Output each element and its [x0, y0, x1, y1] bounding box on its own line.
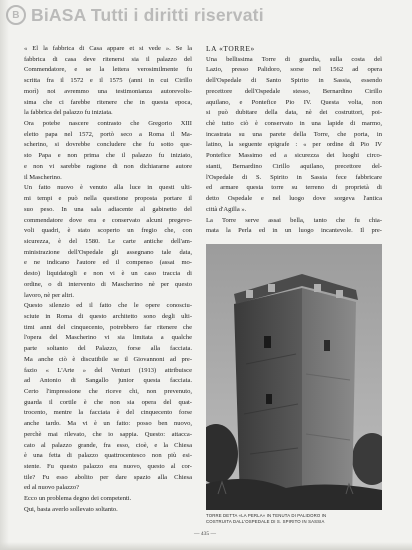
page-number: — 435 —: [194, 531, 216, 537]
tower-photo: [206, 244, 382, 510]
left-text-line: sima che ci farebbe ritenere che in questa epoca,: [24, 98, 192, 106]
watermark: [6, 4, 264, 26]
right-text-line: mata la Perla ed in un luogo incantevole. Il pre-: [206, 227, 382, 235]
left-text-line: e ne indicano l'autore ed il compenso (assai mo-: [24, 259, 192, 267]
left-text-line: cato al palazzo grande, fra esso, cioè, e la Chiesa: [24, 441, 192, 449]
left-text-line: ordine, o di intervento di Mascherino nè per questo: [24, 280, 192, 288]
photo-caption: [206, 513, 386, 525]
page-edge-bottom: [0, 542, 412, 550]
tower-image: [206, 244, 382, 510]
left-text-line: è una fetta di palazzo quattrocentesco non più esi-: [24, 452, 192, 460]
left-text-line: ministrazione dell'Ospedale gli assegnano tale data,: [24, 248, 192, 256]
left-text-line: morì) noi avremmo una testimonianza autorevolis-: [24, 87, 192, 95]
right-text-line: chè tutto ciò è conservato in una lapide di marmo,: [206, 120, 382, 128]
right-text-line: aquilano, e Pontefice Pio IV. Questa volta, non: [206, 98, 382, 106]
left-text-line: Qui, basta averlo sollevato soltanto.: [24, 505, 118, 513]
left-text-line: ed al nuovo palazzo?: [24, 484, 80, 492]
left-text-line: timi anni del cinquecento, potrebbero far ritenere che: [24, 323, 192, 331]
left-text-line: Ora potebe nascere contrasto che Gregorio XIII: [24, 120, 192, 128]
left-text-line: « El la fabbrica di Casa appare et si vede ». Se la: [24, 45, 192, 52]
left-text-line: guarda il cortile è che non sia opera del quat-: [24, 398, 192, 406]
right-text-line: latino, la seguente epigrafe : « per ordine di Pio IV: [206, 141, 382, 149]
right-text-line: l'Ospedale di S. Spirito in Sassia fece fabbricare: [206, 173, 382, 181]
caption-line-1: TORRE DETTA «LA PERLA» IN TENUTA DI PALIDORO IN: [206, 513, 327, 518]
right-text-line: si può dubitare della data, nè dei costruttori, poi-: [206, 109, 382, 117]
left-text-line: Un fatto nuovo è venuto alla luce in questi ulti-: [24, 184, 192, 192]
left-text-line: ad Antonio di Sangallo junior questa facciata.: [24, 377, 192, 385]
left-text-line: sciute in Roma di questo architetto sono degli ulti-: [24, 312, 192, 320]
right-text-line: incastrata su una parete della Torre, che porta, in: [206, 130, 382, 138]
left-text-line: e non vi sarebbe ragione di non dichiararne autore: [24, 162, 192, 170]
left-text-line: Ecco un problema degno dei competenti.: [24, 495, 132, 503]
left-text-line: perchè mai rilevato, che io sappia. Questo: attacca-: [24, 430, 192, 438]
left-text-line: Ma anche ciò è discutibile se il Giovannoni ad pre-: [24, 355, 192, 363]
left-text-line: trocento, mentre la facciata è del cinquecento forse: [24, 409, 192, 417]
right-column: [206, 44, 382, 237]
right-text-line: La Torre serve assai bella, tanto che fu chia-: [206, 216, 382, 224]
left-text-line: il Mascherino.: [24, 173, 62, 181]
left-text-line: desto) liquidatogli e non vi è un caso traccia di: [24, 270, 192, 278]
right-text-line: dell'Ospedale di Santo Spirito in Sassia, essendo: [206, 77, 382, 85]
left-text-line: la fabbrica del palazzo fu iniziata.: [24, 109, 113, 117]
left-text-line: stente. Fu questo palazzo era nuovo, questo al cor-: [24, 463, 192, 471]
right-text-line: Una bellissima Torre di guardia, sulla costa del: [206, 55, 382, 63]
left-text-line: scritta fra il 1572 e il 1575 (anni in cui Cirillo: [24, 77, 192, 85]
watermark-text: BiASA Tutti i diritti riservati: [31, 4, 264, 25]
left-text-line: sicurezza, è del 1580. Le carte antiche dell'am-: [24, 237, 192, 245]
left-text-line: commendatore dove era e conservato alcuni pregevo-: [24, 216, 192, 224]
right-text-line: stanti, Bernardino Cirillo aquilano, precettore del-: [206, 162, 382, 170]
left-text-line: Questo silenzio ed il fatto che le opere conosciu-: [24, 302, 192, 310]
right-text-line: precettore dell'Ospedale stesso, Bernardino Cirillo: [206, 87, 382, 95]
right-column-text: [206, 55, 382, 237]
page-edge-shadow: [0, 0, 9, 550]
right-text-line: detto Ospedale e nel luogo dove sorgeva l'antica: [206, 195, 382, 203]
caption-line-2: COSTRUITA DALL'OSPEDALE DI S. SPIRITO IN SASSIA: [206, 519, 325, 524]
left-text-line: sto Papa e non prima che il palazzo fu iniziato,: [24, 152, 192, 160]
left-text-line: eletto papa nel 1572, portò seco a Roma il Ma-: [24, 130, 192, 138]
left-text-line: tile? Fu esso abolito per dare spazio alla Chiesa: [24, 473, 192, 481]
left-text-line: lavoro, nè per altri.: [24, 291, 74, 299]
left-column-text: [24, 44, 192, 516]
left-text-line: Certo l'impressione che riceve chi, non prevenuto,: [24, 388, 192, 395]
left-text-line: fazio « L'Arte » del Venturi (1913) attribuisce: [24, 366, 192, 374]
left-text-line: parte soltanto del Palazzo, forse alla facciata.: [24, 345, 192, 353]
right-text-line: Lazio, presso Palidoro, sorse nel 1562 ad opera: [206, 66, 382, 74]
watermark-logo-icon: B: [6, 5, 26, 25]
right-text-line: città d'Agilla ».: [206, 205, 247, 213]
left-text-line: mi tempi e può nella questione proposta portare il: [24, 195, 192, 203]
section-heading: LA «TORRE»: [206, 44, 255, 53]
right-text-line: ed armare questa torre su terreno di proprietà di: [206, 184, 382, 192]
right-text-line: Pontefice Massimo ed a sicurezza dei luoghi circo-: [206, 152, 382, 160]
left-text-line: fabbrica di casa deve ritenersi sia il palazzo del: [24, 55, 192, 63]
left-text-line: suo peso. In una sala adiacente al gabinetto del: [24, 205, 192, 213]
left-text-line: l'opera del Mascherino vi sia limitata a qualche: [24, 334, 192, 342]
left-text-line: voli quadri, è stato scoperto un fregio che, con: [24, 227, 192, 235]
left-text-line: Commendatore, e se la lettera verosimilmente fu: [24, 66, 192, 74]
left-text-line: anche tardo. Ma vi è un fatto: posso ben nuovo,: [24, 420, 192, 428]
left-text-line: scherino, si dovrebbe concludere che fu sotto que-: [24, 141, 192, 149]
